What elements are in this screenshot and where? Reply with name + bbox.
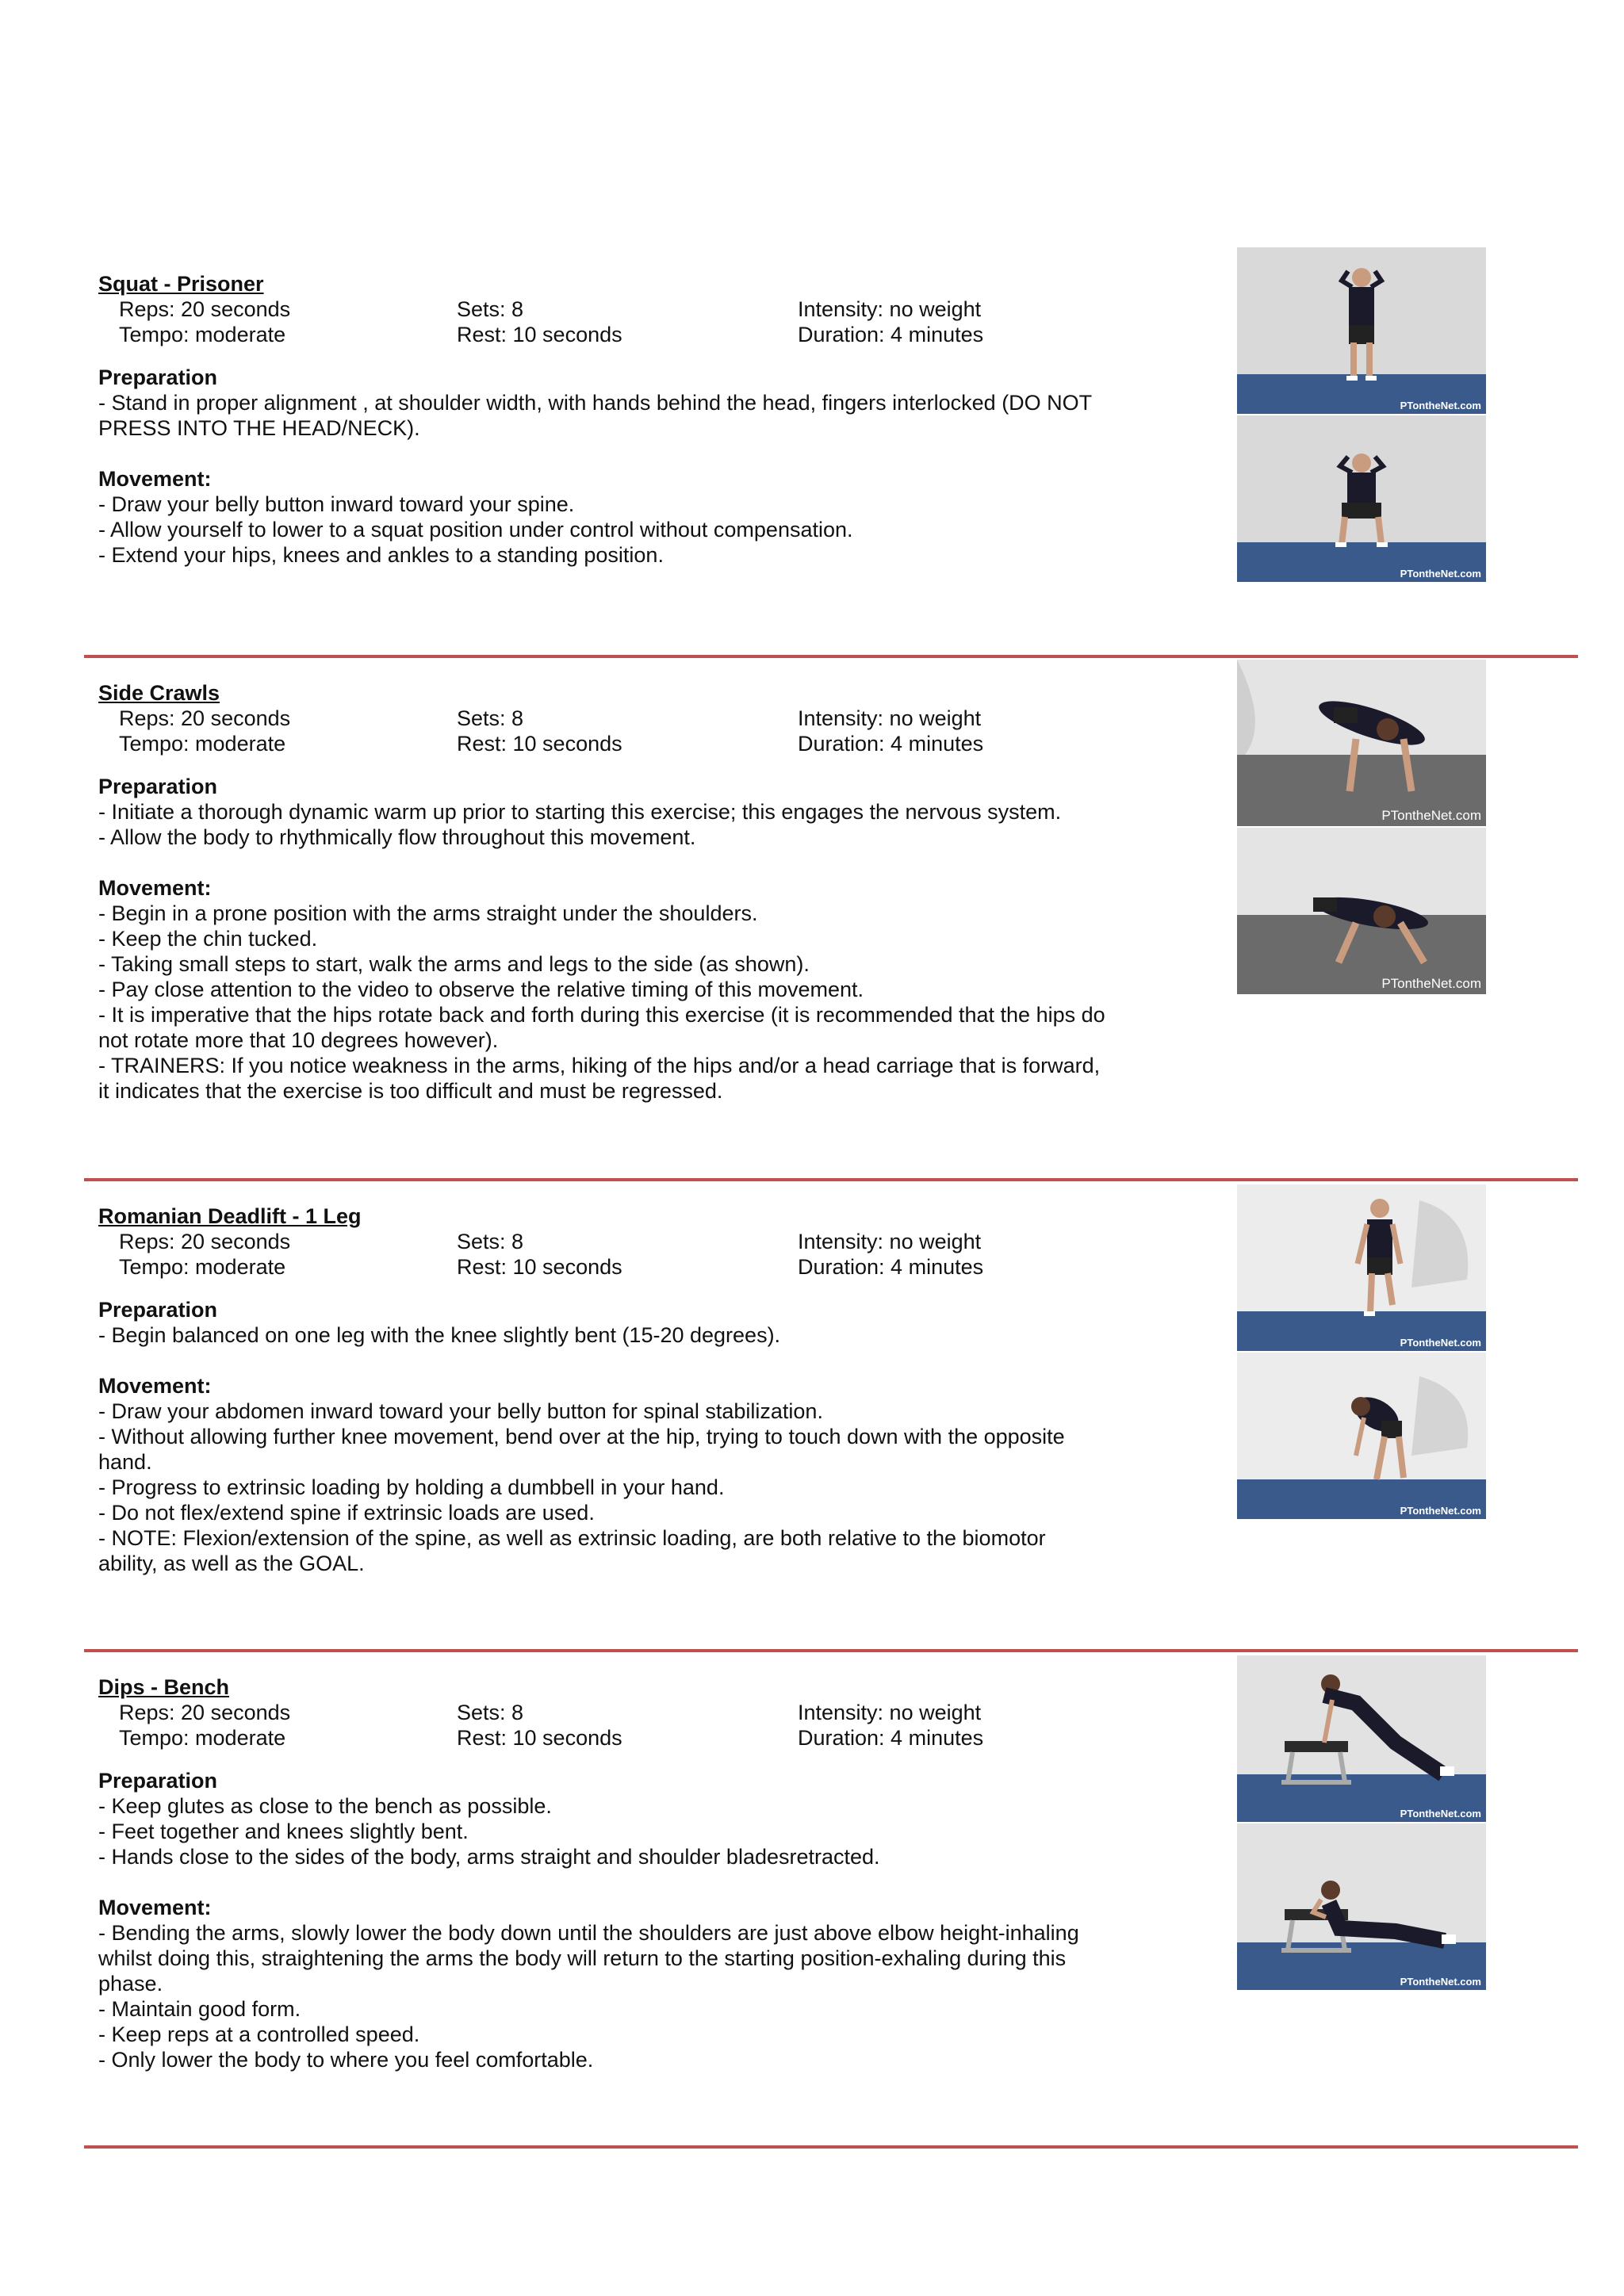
watermark: PTontheNet.com [1400,1505,1481,1517]
movement-line: - Bending the arms, slowly lower the body down until the shoulders are just above elbow height-inhaling [98,1921,1079,1945]
movement-line: - Maintain good form. [98,1997,301,2021]
section-divider [84,1649,1578,1652]
duration: Duration: 4 minutes [798,1255,984,1279]
exercise-photo [1237,1353,1486,1519]
movement-line: - NOTE: Flexion/extension of the spine, as well as extrinsic loading, are both relative to the biomotor [98,1526,1046,1550]
exercise-images-deadlift [1237,1184,1486,1521]
intensity: Intensity: no weight [798,297,982,321]
prep-line: - Begin balanced on one leg with the knee slightly bent (15-20 degrees). [98,1323,781,1347]
watermark: PTontheNet.com [1400,1976,1481,1988]
section-divider [84,1178,1578,1181]
movement-line: not rotate more that 10 degrees however). [98,1028,499,1052]
watermark: PTontheNet.com [1381,976,1481,991]
exercise-romanian-deadlift [98,1203,1129,1576]
rest: Rest: 10 seconds [457,1726,622,1750]
exercise-photo [1237,247,1486,414]
movement-line: whilst doing this, straightening the arms the body will return to the starting position-exhaling during this [98,1946,1067,1970]
exercise-dips-bench [98,1674,1129,2072]
intensity: Intensity: no weight [798,1701,982,1724]
exercise-side-crawls [98,680,1129,1104]
duration: Duration: 4 minutes [798,732,984,756]
movement-line: - Keep the chin tucked. [98,927,318,951]
movement-heading: Movement: [98,1896,212,1919]
duration: Duration: 4 minutes [798,1726,984,1750]
movement-line: - Only lower the body to where you feel comfortable. [98,2048,594,2072]
sets: Sets: 8 [457,706,524,730]
exercise-stats [98,1229,1129,1280]
exercise-squat-prisoner [98,271,1129,568]
reps: Reps: 20 seconds [119,1701,291,1724]
tempo: Tempo: moderate [119,323,286,346]
rest: Rest: 10 seconds [457,323,622,346]
movement-heading: Movement: [98,467,212,491]
prep-line: PRESS INTO THE HEAD/NECK). [98,416,420,440]
watermark: PTontheNet.com [1400,400,1481,411]
exercise-images-side-crawls [1237,660,1486,996]
exercise-photo [1237,415,1486,582]
tempo: Tempo: moderate [119,1726,286,1750]
exercise-stats [98,706,1129,756]
movement-line: phase. [98,1972,163,1996]
preparation-heading: Preparation [98,365,218,389]
prep-line: - Initiate a thorough dynamic warm up prior to starting this exercise; this engages the nervous system. [98,800,1062,824]
prep-line: - Keep glutes as close to the bench as possible. [98,1794,552,1818]
exercise-photo [1237,660,1486,826]
exercise-photo [1237,1655,1486,1822]
reps: Reps: 20 seconds [119,1230,291,1253]
prep-line: - Feet together and knees slightly bent. [98,1820,469,1843]
movement-line: - Without allowing further knee movement, bend over at the hip, trying to touch down with the opposite [98,1425,1065,1448]
preparation-heading: Preparation [98,1769,218,1793]
exercise-title: Squat - Prisoner [98,272,264,296]
rest: Rest: 10 seconds [457,732,622,756]
sets: Sets: 8 [457,297,524,321]
sets: Sets: 8 [457,1701,524,1724]
prep-line: - Allow the body to rhythmically flow throughout this movement. [98,825,696,849]
movement-line: - Taking small steps to start, walk the arms and legs to the side (as shown). [98,952,810,976]
movement-line: - Draw your belly button inward toward your spine. [98,492,575,516]
exercise-images-squat [1237,247,1486,584]
watermark: PTontheNet.com [1381,808,1481,823]
sets: Sets: 8 [457,1230,524,1253]
movement-line: - Extend your hips, knees and ankles to a standing position. [98,543,664,567]
tempo: Tempo: moderate [119,1255,286,1279]
movement-line: hand. [98,1450,152,1474]
movement-line: - It is imperative that the hips rotate back and forth during this exercise (it is recommended that the hips do [98,1003,1105,1027]
movement-line: - Do not flex/extend spine if extrinsic loads are used. [98,1501,595,1525]
movement-heading: Movement: [98,876,212,900]
exercise-photo [1237,1184,1486,1351]
exercise-title: Side Crawls [98,681,220,705]
movement-line: ability, as well as the GOAL. [98,1552,365,1575]
exercise-images-dips [1237,1655,1486,1992]
movement-line: - Begin in a prone position with the arms straight under the shoulders. [98,901,758,925]
tempo: Tempo: moderate [119,732,286,756]
intensity: Intensity: no weight [798,706,982,730]
section-divider [84,2145,1578,2149]
movement-line: - Allow yourself to lower to a squat position under control without compensation. [98,518,853,541]
exercise-stats [98,297,1129,347]
preparation-heading: Preparation [98,775,218,798]
preparation-heading: Preparation [98,1298,218,1322]
movement-line: it indicates that the exercise is too difficult and must be regressed. [98,1079,723,1103]
exercise-title: Dips - Bench [98,1675,230,1699]
intensity: Intensity: no weight [798,1230,982,1253]
movement-line: - TRAINERS: If you notice weakness in the arms, hiking of the hips and/or a head carriage that is forward, [98,1054,1101,1077]
movement-line: - Pay close attention to the video to observe the relative timing of this movement. [98,978,864,1001]
exercise-photo [1237,828,1486,994]
exercise-title: Romanian Deadlift - 1 Leg [98,1204,362,1228]
movement-line: - Progress to extrinsic loading by holding a dumbbell in your hand. [98,1475,725,1499]
duration: Duration: 4 minutes [798,323,984,346]
watermark: PTontheNet.com [1400,568,1481,580]
watermark: PTontheNet.com [1400,1337,1481,1349]
section-divider [84,655,1578,658]
prep-line: - Stand in proper alignment , at shoulder width, with hands behind the head, fingers interlocked (DO NOT [98,391,1093,415]
reps: Reps: 20 seconds [119,706,291,730]
movement-line: - Draw your abdomen inward toward your belly button for spinal stabilization. [98,1399,823,1423]
rest: Rest: 10 seconds [457,1255,622,1279]
exercise-photo [1237,1823,1486,1990]
movement-heading: Movement: [98,1374,212,1398]
movement-line: - Keep reps at a controlled speed. [98,2022,420,2046]
watermark: PTontheNet.com [1400,1808,1481,1820]
exercise-stats [98,1700,1129,1751]
prep-line: - Hands close to the sides of the body, arms straight and shoulder bladesretracted. [98,1845,880,1869]
reps: Reps: 20 seconds [119,297,291,321]
